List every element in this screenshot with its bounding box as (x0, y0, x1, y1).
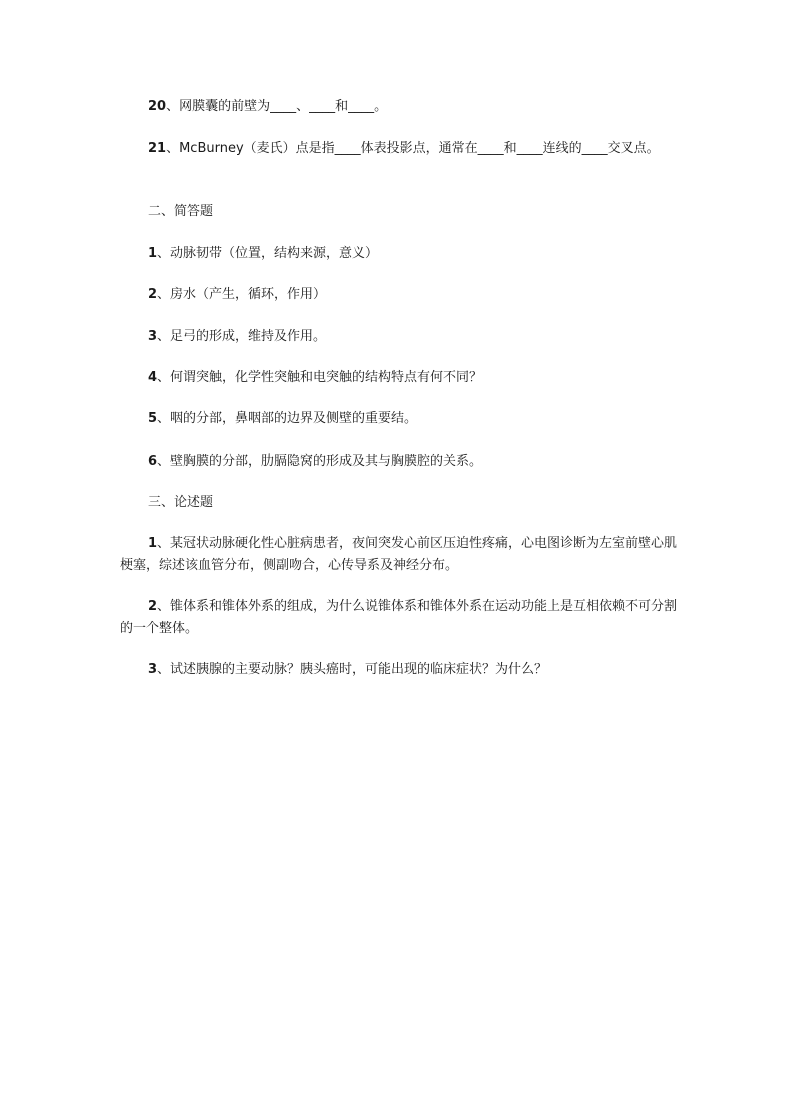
item-text: 、锥体系和锥体外系的组成，为什么说锥体系和锥体外系在运动功能上是互相依赖不可分割的一个整体。 (120, 599, 678, 636)
item-text: 、何谓突触，化学性突触和电突触的结构特点有何不同？ (157, 370, 483, 385)
item-text: 、试述胰腺的主要动脉？胰头癌时，可能出现的临床症状？为什么？ (157, 662, 548, 677)
item-number: 1 (148, 536, 158, 551)
short-answer-item-2 (148, 286, 326, 304)
short-answer-item-5 (148, 410, 417, 428)
essay-item-1 (120, 533, 680, 577)
item-number: 3 (148, 662, 158, 677)
item-text: 、房水（产生，循环，作用） (157, 287, 327, 302)
item-number: 5 (148, 411, 158, 426)
question-number: 20 (148, 99, 167, 114)
item-text: 、足弓的形成，维持及作用。 (157, 329, 327, 344)
short-answer-item-1 (148, 245, 378, 263)
item-text: 、某冠状动脉硬化性心脏病患者，夜间突发心前区压迫性疼痛，心电图诊断为左室前壁心肌梗塞，综述该血管分布，侧副吻合，心传导系及神经分布。 (120, 536, 678, 573)
item-number: 2 (148, 287, 158, 302)
section-heading-short-answer: 二、简答题 (148, 204, 214, 219)
short-answer-item-3 (148, 328, 326, 346)
item-text: 、咽的分部，鼻咽部的边界及侧壁的重要结。 (157, 411, 418, 426)
essay-item-2 (120, 596, 680, 640)
question-20 (148, 98, 387, 116)
item-text: 、动脉韧带（位置，结构来源，意义） (157, 246, 379, 261)
item-number: 1 (148, 246, 158, 261)
essay-item-3 (120, 659, 680, 681)
item-number: 6 (148, 454, 158, 469)
item-number: 4 (148, 370, 158, 385)
question-21 (148, 140, 660, 158)
question-text: 、网膜囊的前壁为____、____和____。 (166, 99, 388, 114)
item-number: 2 (148, 599, 158, 614)
short-answer-item-4 (148, 369, 482, 387)
question-number: 21 (148, 141, 167, 156)
short-answer-item-6 (148, 453, 482, 471)
question-text: 、McBurney（麦氏）点是指____体表投影点，通常在____和____连线的____交叉点。 (166, 141, 660, 156)
item-text: 、壁胸膜的分部，肋膈隐窝的形成及其与胸膜腔的关系。 (157, 454, 483, 469)
section-heading-essay: 三、论述题 (148, 495, 214, 510)
item-number: 3 (148, 329, 158, 344)
